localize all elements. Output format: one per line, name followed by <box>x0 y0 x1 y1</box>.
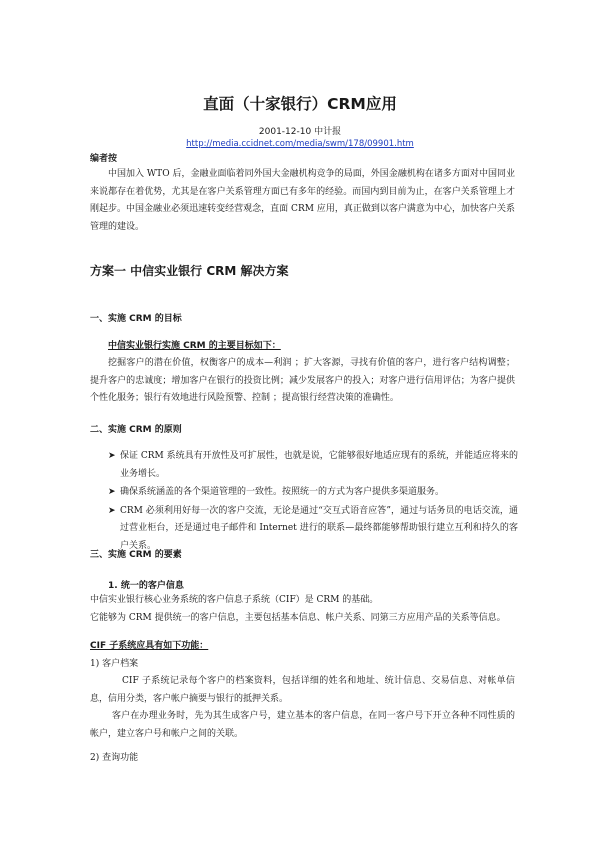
cif-info-text: 它能够为 CRM 提供统一的客户信息，主要包括基本信息、帐户关系、同第三方应用产品的关系等信息。 <box>90 613 506 623</box>
list-item <box>108 448 518 483</box>
query-function-label: 2) 查询功能 <box>90 753 139 763</box>
section3-heading: 三、实施 CRM 的要素 <box>90 550 182 560</box>
arrow-bullet-icon: ➤ <box>108 487 116 497</box>
arrow-bullet-icon: ➤ <box>108 451 116 461</box>
principles-list <box>108 448 518 556</box>
section2-heading: 二、实施 CRM 的原则 <box>90 425 182 435</box>
principle-text: 保证 CRM 系统具有开放性及可扩展性，也就是说，它能够很好地适应现有的系统，并能适应将来的业务增长。 <box>120 451 518 479</box>
customer-profile-text: CIF 子系统记录每个客户的档案资料，包括详细的姓名和地址、统计信息、交易信息、对帐单信息，信用分类，客户帐户摘要与银行的抵押关系。 <box>90 676 515 704</box>
customer-account-text: 客户在办理业务时，先为其生成客户号，建立基本的客户信息，在同一客户号下开立各种不同性质的帐户，建立客户号和帐户之间的关联。 <box>90 711 515 739</box>
principle-text: CRM 必须利用好每一次的客户交流，无论是通过“交互式语音应答”，通过与话务员的电话交流，通过营业柜台，还是通过电子邮件和 Internet 进行的联系—最终都能够帮助银行建立互利和持久的客户关系。 <box>120 505 518 551</box>
editor-note-heading: 编者按 <box>90 154 118 164</box>
publish-source: 中计报 <box>314 127 342 137</box>
customer-profile-label: 1) 客户档案 <box>90 659 139 669</box>
arrow-bullet-icon: ➤ <box>108 505 116 516</box>
cif-basis-text: 中信实业银行核心业务系统的客户信息子系统（CIF）是 CRM 的基础。 <box>90 595 379 605</box>
section1-heading: 一、实施 CRM 的目标 <box>90 314 182 324</box>
document-meta <box>0 124 600 137</box>
editor-note-text: 中国加入 WTO 后，金融业面临着同外国大金融机构竞争的局面，外国金融机构在诸多方面对中国同业来说都存在着优势，尤其是在客户关系管理方面已有多年的经验。而国内到目前为止，在客户关系管理上才刚起步。中国金融业必须迅速转变经营观念，直面 CRM 应用，真正做到以客户满意为中心，加快客户关系管理的建设。 <box>90 169 515 232</box>
cif-functions-heading: CIF 子系统应具有如下功能： <box>90 641 209 651</box>
list-item <box>108 484 518 502</box>
section1-goals-text: 挖掘客户的潜在价值，权衡客户的成本—利润 ；扩大客源，寻找有价值的客户，进行客户结构调整；提升客户的忠诚度；增加客户在银行的投资比例；减少发展客户的投入；对客户进行信用评估；为客户提供个性化服务；银行有效地进行风险预警、控制 ；提高银行经营决策的准确性。 <box>90 358 515 403</box>
unified-info-heading: 1. 统一的客户信息 <box>108 581 184 591</box>
publish-date: 2001-12-10 <box>258 127 312 137</box>
source-url-link[interactable]: http://media.ccidnet.com/media/swm/178/09901.htm <box>186 139 414 149</box>
document-title: 直面（十家银行）CRM应用 <box>203 95 397 113</box>
plan-heading: 方案一 中信实业银行 CRM 解决方案 <box>90 264 289 278</box>
section1-subheading: 中信实业银行实施 CRM 的主要目标如下： <box>108 341 281 351</box>
principle-text: 确保系统涵盖的各个渠道管理的一致性。按照统一的方式为客户提供多渠道服务。 <box>120 487 445 497</box>
